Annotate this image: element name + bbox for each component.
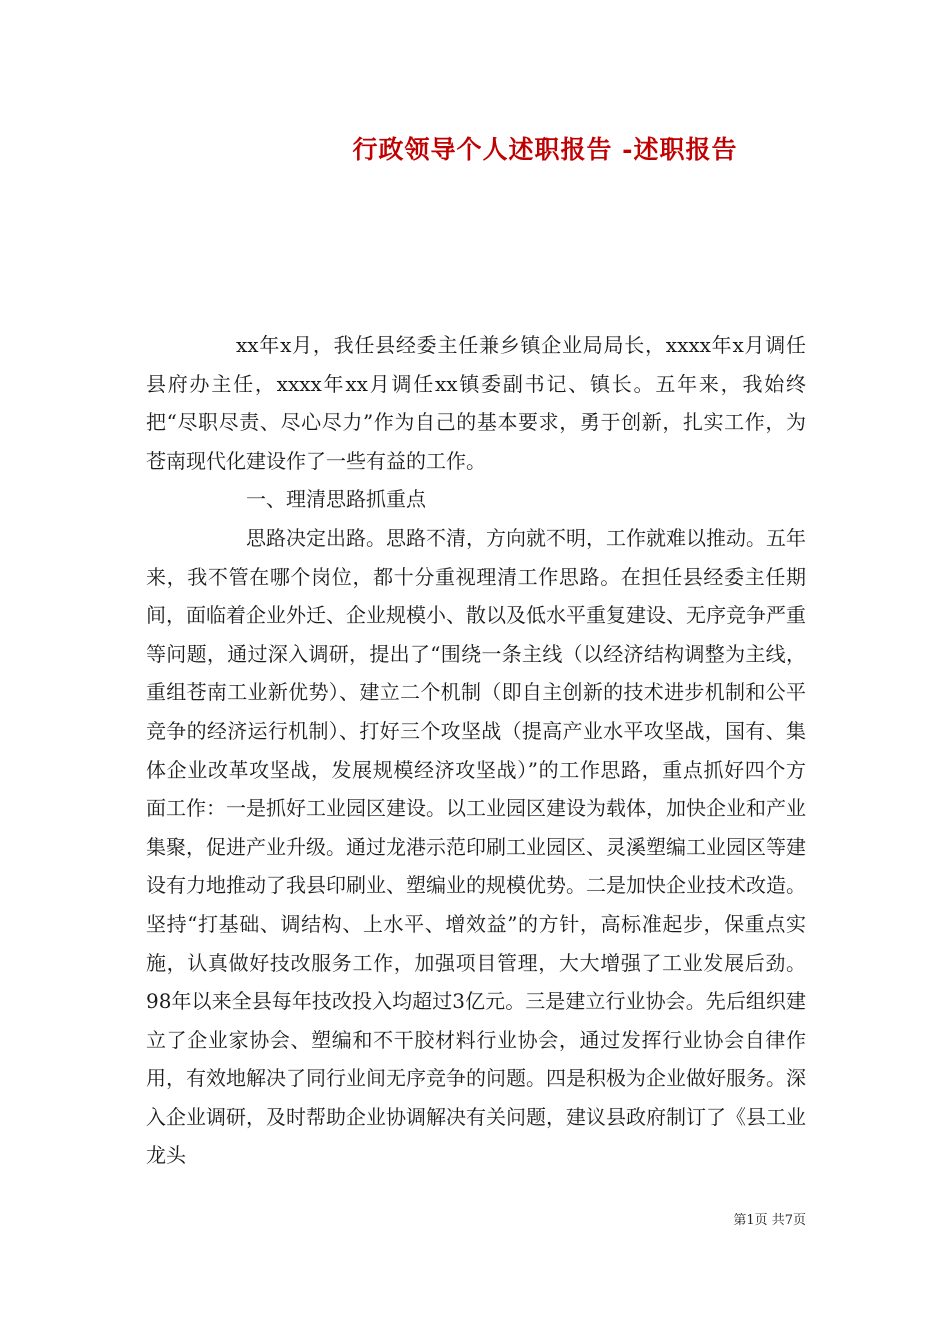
document-title: 行政领导个人述职报告 -述职报告: [352, 135, 738, 164]
page-footer: 第1页 共7页: [733, 1213, 806, 1228]
paragraph-intro: xx年x月，我任县经委主任兼乡镇企业局局长，xxxx年x月调任县府办主任，xxxx年xx月调任xx镇委副书记、镇长。五年来，我始终把“尽职尽责、尽心尽力”作为自己的基本要求，勇于创新，扎实工作，为苍南现代化建设作了一些有益的工作。: [146, 333, 806, 473]
section-heading: 一、理清思路抓重点: [246, 487, 426, 512]
paragraph-section-1: 思路决定出路。思路不清，方向就不明，工作就难以推动。五年来，我不管在哪个岗位，都十分重视理清工作思路。在担任县经委主任期间，面临着企业外迁、企业规模小、散以及低水平重复建设、无序竞争严重等问题，通过深入调研，提出了“围绕一条主线（以经济结构调整为主线，重组苍南工业新优势）、建立二个机制（即自主创新的技术进步机制和公平竞争的经济运行机制）、打好三个攻坚战（提高产业水平攻坚战，国有、集体企业改革攻坚战，发展规模经济攻坚战）”的工作思路，重点抓好四个方面工作：一是抓好工业园区建设。以工业园区建设为载体，加快企业和产业集聚，促进产业升级。通过龙港示范印刷工业园区、灵溪塑编工业园区等建设有力地推动了我县印刷业、塑编业的规模优势。二是加快企业技术改造。坚持“打基础、调结构、上水平、增效益”的方针，高标准起步，保重点实施，认真做好技改服务工作，加强项目管理，大大增强了工业发展后劲。98年以来全县每年技改投入均超过3亿元。三是建立行业协会。先后组织建立了企业家协会、塑编和不干胶材料行业协会，通过发挥行业协会自律作用，有效地解决了同行业间无序竞争的问题。四是积极为企业做好服务。深入企业调研，及时帮助企业协调解决有关问题，建议县政府制订了《县工业龙头: [146, 525, 806, 1168]
document-body: [146, 326, 806, 1175]
